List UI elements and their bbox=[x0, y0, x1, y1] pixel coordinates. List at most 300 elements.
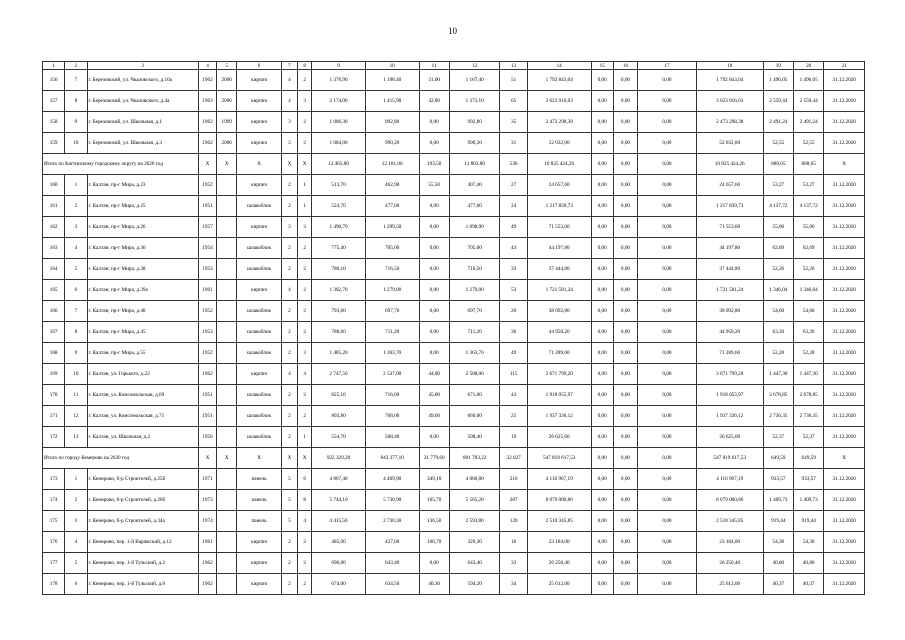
table-cell: 1 bbox=[298, 196, 312, 217]
table-cell: 31.12.2020 bbox=[824, 427, 865, 448]
table-cell bbox=[217, 490, 237, 511]
table-cell: 161 bbox=[43, 196, 65, 217]
table-cell: 8 079 000,86 bbox=[527, 490, 591, 511]
address-cell: г. Калтан, ул. Комсомольская, д.69 bbox=[87, 385, 198, 406]
table-cell: 1962 bbox=[198, 133, 216, 154]
table-cell: 54,60 bbox=[793, 301, 823, 322]
table-cell: 1 bbox=[65, 175, 87, 196]
table-cell: 8 bbox=[65, 91, 87, 112]
table-cell: 1 409,73 bbox=[763, 490, 793, 511]
table-cell: 0,00 bbox=[638, 112, 697, 133]
table-cell: 4 137,72 bbox=[793, 196, 823, 217]
table-cell: 5 bbox=[65, 259, 87, 280]
table-cell: 1 382,70 bbox=[312, 280, 366, 301]
address-cell: г. Калтан, пр-г Мира, д.38 bbox=[87, 259, 198, 280]
table-cell: 2 473 298,38 bbox=[527, 112, 591, 133]
table-cell: 2 bbox=[298, 406, 312, 427]
column-number: 19 bbox=[763, 62, 793, 70]
table-cell: 6 bbox=[298, 469, 312, 490]
table-cell: 33 bbox=[500, 259, 527, 280]
table-cell: 2006 bbox=[217, 91, 237, 112]
table-cell: 690,80 bbox=[312, 553, 366, 574]
table-cell: 0,00 bbox=[419, 133, 449, 154]
table-cell: 888,65 bbox=[793, 154, 823, 175]
column-number: 11 bbox=[419, 62, 449, 70]
table-cell: 2 747,50 bbox=[312, 364, 366, 385]
table-cell: 54,60 bbox=[763, 301, 793, 322]
table-cell: 0,00 bbox=[613, 448, 637, 469]
table-cell: 2006 bbox=[217, 133, 237, 154]
table-cell: 513,70 bbox=[312, 175, 366, 196]
table-cell: 0,00 bbox=[613, 574, 637, 595]
table-cell: 780,10 bbox=[312, 259, 366, 280]
table-cell: 547 819 617,53 bbox=[527, 448, 591, 469]
table-row bbox=[43, 553, 865, 574]
table-cell: 477,00 bbox=[365, 196, 419, 217]
table-row bbox=[43, 175, 865, 196]
table-row bbox=[43, 364, 865, 385]
table-cell: 697,70 bbox=[365, 301, 419, 322]
table-cell: 9 bbox=[65, 343, 87, 364]
table-cell: кирпич bbox=[237, 553, 282, 574]
table-cell: 2 bbox=[298, 532, 312, 553]
table-cell: 1 098,90 bbox=[449, 217, 500, 238]
table-cell: 1951 bbox=[198, 385, 216, 406]
column-number: 5 bbox=[217, 62, 237, 70]
table-cell: 4 bbox=[65, 532, 87, 553]
table-cell: 31.12.2020 bbox=[824, 343, 865, 364]
table-cell: 536 bbox=[500, 154, 527, 175]
table-cell: 0,00 bbox=[591, 217, 613, 238]
table-cell: 120 bbox=[500, 511, 527, 532]
table-cell: шлакоблок bbox=[237, 238, 282, 259]
table-cell: 708,00 bbox=[365, 406, 419, 427]
table-cell: 0,00 bbox=[591, 175, 613, 196]
table-cell: 177 bbox=[43, 553, 65, 574]
table-cell: 0,00 bbox=[591, 385, 613, 406]
table-cell: 52,37 bbox=[793, 427, 823, 448]
table-cell: 3 bbox=[65, 511, 87, 532]
table-cell: 1 496,05 bbox=[793, 70, 823, 91]
table-cell: 38 092,80 bbox=[527, 301, 591, 322]
column-number: 1 bbox=[43, 62, 65, 70]
table-cell: 37 444,80 bbox=[696, 259, 763, 280]
table-cell: 634,50 bbox=[365, 574, 419, 595]
table-cell: 0,00 bbox=[613, 238, 637, 259]
table-cell: 36 bbox=[500, 322, 527, 343]
table-cell: 2 473 298,38 bbox=[696, 112, 763, 133]
table-cell: 40,30 bbox=[419, 574, 449, 595]
table-cell: 671,00 bbox=[449, 385, 500, 406]
address-cell: г. Калтан, ул. Школьная, д.2 bbox=[87, 427, 198, 448]
table-cell: 0,00 bbox=[419, 280, 449, 301]
table-cell: 0,00 bbox=[613, 511, 637, 532]
table-cell: 2 736,35 bbox=[793, 406, 823, 427]
table-cell: 26 625,60 bbox=[527, 427, 591, 448]
table-cell: 52,55 bbox=[763, 133, 793, 154]
table-cell: 2 bbox=[281, 406, 297, 427]
table-row bbox=[43, 532, 865, 553]
table-cell: 477,00 bbox=[449, 196, 500, 217]
table-cell: 825,10 bbox=[312, 385, 366, 406]
table-cell bbox=[217, 385, 237, 406]
table-cell: 55,06 bbox=[763, 217, 793, 238]
table-cell: 0,00 bbox=[638, 427, 697, 448]
table-cell: 349,10 bbox=[419, 469, 449, 490]
table-row bbox=[43, 217, 865, 238]
table-cell: 1957 bbox=[198, 217, 216, 238]
table-cell: 44 950,20 bbox=[696, 322, 763, 343]
table-cell: 31 bbox=[500, 133, 527, 154]
table-cell: панель bbox=[237, 511, 282, 532]
table-cell: 0,00 bbox=[591, 301, 613, 322]
table-cell: X bbox=[298, 154, 312, 175]
table-cell: 9 bbox=[65, 112, 87, 133]
table-cell: 649,59 bbox=[793, 448, 823, 469]
table-row bbox=[43, 70, 865, 91]
table-cell: 2 bbox=[298, 574, 312, 595]
table-cell: 643,40 bbox=[449, 553, 500, 574]
table-cell: 0,00 bbox=[638, 448, 697, 469]
table-cell: шлакоблок bbox=[237, 196, 282, 217]
table-row bbox=[43, 406, 865, 427]
table-cell: панель bbox=[237, 490, 282, 511]
table-row bbox=[43, 196, 865, 217]
table-cell: кирпич bbox=[237, 280, 282, 301]
table-cell: 8 bbox=[298, 490, 312, 511]
column-number: 3 bbox=[87, 62, 198, 70]
table-cell: 4 116 967,19 bbox=[527, 469, 591, 490]
table-cell: 31.12.2020 bbox=[824, 301, 865, 322]
table-cell: 711,20 bbox=[449, 322, 500, 343]
table-cell: 4 867,40 bbox=[312, 469, 366, 490]
table-cell: 992,80 bbox=[365, 112, 419, 133]
table-row bbox=[43, 91, 865, 112]
table-cell: 44 197,80 bbox=[696, 238, 763, 259]
table-cell: 193,50 bbox=[419, 154, 449, 175]
table-cell: 843 377,10 bbox=[365, 448, 419, 469]
table-cell: 0,00 bbox=[638, 238, 697, 259]
table-cell: 0,00 bbox=[419, 301, 449, 322]
table-cell: 1962 bbox=[198, 553, 216, 574]
table-cell: 10 825 424,26 bbox=[696, 154, 763, 175]
table-cell: 0,00 bbox=[638, 406, 697, 427]
table-cell: 2 510 345,85 bbox=[527, 511, 591, 532]
table-cell: 1 918 055,97 bbox=[696, 385, 763, 406]
table-cell: 24 bbox=[500, 196, 527, 217]
address-cell: г. Кемерово, пер. 1-й Тульский, д.2 bbox=[87, 553, 198, 574]
table-cell: 933,57 bbox=[763, 469, 793, 490]
table-cell: 63,20 bbox=[763, 322, 793, 343]
table-cell: 427,00 bbox=[365, 532, 419, 553]
table-cell: 178 bbox=[43, 574, 65, 595]
table-cell: 165 bbox=[43, 280, 65, 301]
table-cell: 2 bbox=[281, 301, 297, 322]
table-cell: 716,50 bbox=[365, 259, 419, 280]
table-cell: 1962 bbox=[198, 70, 216, 91]
table-cell bbox=[217, 469, 237, 490]
table-cell: 165,70 bbox=[419, 490, 449, 511]
table-cell: 31.12.2020 bbox=[824, 91, 865, 112]
table-cell: 524,70 bbox=[312, 196, 366, 217]
table-cell: 2 491,24 bbox=[793, 112, 823, 133]
table-cell: 1952 bbox=[198, 301, 216, 322]
table-cell: 2 bbox=[298, 70, 312, 91]
table-cell: 4 bbox=[281, 280, 297, 301]
table-cell bbox=[217, 364, 237, 385]
table-cell: 990,20 bbox=[449, 133, 500, 154]
table-cell: 7 bbox=[65, 70, 87, 91]
table-cell: 1 086,30 bbox=[312, 112, 366, 133]
table-cell: 62,69 bbox=[793, 238, 823, 259]
table-cell: 4 bbox=[281, 70, 297, 91]
table-cell: 1951 bbox=[198, 406, 216, 427]
table-cell: 106,70 bbox=[419, 532, 449, 553]
table-cell: 1952 bbox=[198, 175, 216, 196]
table-cell: 11 803,80 bbox=[449, 154, 500, 175]
table-row bbox=[43, 574, 865, 595]
address-cell: г. Кемерово, б-р Строителей, д.34а bbox=[87, 511, 198, 532]
table-cell: 320,30 bbox=[449, 532, 500, 553]
address-cell: г. Калтан, пр-г Мира, д.40 bbox=[87, 301, 198, 322]
table-cell: 1 721 581,24 bbox=[696, 280, 763, 301]
column-number: 15 bbox=[591, 62, 613, 70]
table-cell: 2 593,80 bbox=[449, 511, 500, 532]
table-cell: 1 918 055,97 bbox=[527, 385, 591, 406]
table-cell: 43 bbox=[500, 385, 527, 406]
table-cell: 1 bbox=[298, 427, 312, 448]
table-cell: 3 bbox=[281, 217, 297, 238]
table-cell: 0,00 bbox=[419, 217, 449, 238]
table-cell: 10 bbox=[65, 133, 87, 154]
table-cell: 0,00 bbox=[638, 259, 697, 280]
table-cell: 0,00 bbox=[613, 532, 637, 553]
table-cell: 2 508,00 bbox=[449, 364, 500, 385]
table-cell: 2 537,00 bbox=[365, 364, 419, 385]
table-cell: 62,69 bbox=[763, 238, 793, 259]
table-cell: 0,00 bbox=[591, 196, 613, 217]
table-cell: 27 bbox=[500, 175, 527, 196]
table-cell: 1956 bbox=[198, 427, 216, 448]
table-cell: 26 625,60 bbox=[696, 427, 763, 448]
table-cell: 52,26 bbox=[793, 259, 823, 280]
table-cell: 7 bbox=[65, 301, 87, 322]
table-cell: 0,00 bbox=[591, 364, 613, 385]
table-cell: 922 329,20 bbox=[312, 448, 366, 469]
table-cell bbox=[217, 280, 237, 301]
table-cell: 2 bbox=[298, 322, 312, 343]
table-cell: 4 137,72 bbox=[763, 196, 793, 217]
table-cell: 1 217 839,73 bbox=[696, 196, 763, 217]
table-cell: 5 bbox=[281, 490, 297, 511]
table-cell: 52,28 bbox=[793, 343, 823, 364]
table-cell bbox=[217, 175, 237, 196]
table-cell: 2 bbox=[281, 259, 297, 280]
table-row bbox=[43, 427, 865, 448]
table-cell: 13 465,80 bbox=[312, 154, 366, 175]
address-cell: г. Калтан, пр-г Мира, д.45 bbox=[87, 322, 198, 343]
table-cell: 52,55 bbox=[793, 133, 823, 154]
table-cell: 5 744,10 bbox=[312, 490, 366, 511]
table-cell: 0,00 bbox=[613, 385, 637, 406]
table-cell: кирпич bbox=[237, 217, 282, 238]
table-cell: 12 bbox=[65, 406, 87, 427]
table-cell: 0,00 bbox=[591, 91, 613, 112]
table-cell: 55,06 bbox=[793, 217, 823, 238]
column-number: 6 bbox=[237, 62, 282, 70]
table-cell: 919,44 bbox=[763, 511, 793, 532]
table-cell: 52 032,00 bbox=[696, 133, 763, 154]
table-cell: 919,44 bbox=[793, 511, 823, 532]
table-cell: 2 678,85 bbox=[763, 385, 793, 406]
table-cell: 990,20 bbox=[365, 133, 419, 154]
table-cell: 31.12.2020 bbox=[824, 532, 865, 553]
table-cell: 0,00 bbox=[591, 553, 613, 574]
table-cell: 5 bbox=[65, 553, 87, 574]
table-cell: 65 bbox=[500, 91, 527, 112]
column-number: 7 bbox=[281, 62, 297, 70]
table-cell: 31.12.2020 bbox=[824, 364, 865, 385]
table-cell: 1961 bbox=[198, 280, 216, 301]
table-cell: 0,00 bbox=[419, 238, 449, 259]
address-cell: г. Калтан, ул. Комсомольская, д.71 bbox=[87, 406, 198, 427]
table-cell: 801 703,22 bbox=[449, 448, 500, 469]
table-cell: 888,65 bbox=[763, 154, 793, 175]
table-cell: 775,40 bbox=[312, 238, 366, 259]
table-cell: 31.12.2020 bbox=[824, 196, 865, 217]
table-cell: 44 950,20 bbox=[527, 322, 591, 343]
table-cell: 2 bbox=[298, 112, 312, 133]
subtotal-row bbox=[43, 448, 865, 469]
table-cell: 2 bbox=[65, 196, 87, 217]
table-cell: 31 779,60 bbox=[419, 448, 449, 469]
table-cell: 2 510 345,85 bbox=[696, 511, 763, 532]
table-cell: 0,00 bbox=[638, 343, 697, 364]
table-cell: 136,50 bbox=[419, 511, 449, 532]
table-cell: 5 565,20 bbox=[449, 490, 500, 511]
table-cell: 51 bbox=[500, 70, 527, 91]
table-cell: 4 bbox=[298, 511, 312, 532]
table-cell: 0,00 bbox=[613, 133, 637, 154]
table-cell: 1962 bbox=[198, 364, 216, 385]
table-cell: 0,00 bbox=[613, 112, 637, 133]
table-cell: 0,00 bbox=[591, 427, 613, 448]
table-cell: 26 250,40 bbox=[527, 553, 591, 574]
table-cell bbox=[217, 322, 237, 343]
table-cell: 1 792 843,04 bbox=[696, 70, 763, 91]
table-cell: 35 bbox=[500, 112, 527, 133]
table-cell: 1973 bbox=[198, 490, 216, 511]
table-cell: 0,00 bbox=[613, 490, 637, 511]
table-cell: 1 217 839,73 bbox=[527, 196, 591, 217]
column-number-row bbox=[43, 62, 865, 70]
table-cell: 2 bbox=[281, 343, 297, 364]
table-cell bbox=[217, 217, 237, 238]
table-cell: 115 bbox=[500, 364, 527, 385]
address-cell: г. Березовский, ул. Чкаловского, д.4а bbox=[87, 91, 198, 112]
table-cell: 31.12.2020 bbox=[824, 238, 865, 259]
table-cell: шлакоблок bbox=[237, 301, 282, 322]
table-cell: 31.12.2020 bbox=[824, 406, 865, 427]
table-cell: 1952 bbox=[198, 343, 216, 364]
table-cell: X bbox=[824, 448, 865, 469]
table-cell: 1 167,40 bbox=[449, 70, 500, 91]
table-cell: кирпич bbox=[237, 364, 282, 385]
table-cell: 23 184,00 bbox=[527, 532, 591, 553]
table-cell: 2 559,44 bbox=[793, 91, 823, 112]
table-cell: 37 444,80 bbox=[527, 259, 591, 280]
address-cell: г. Кемерово, б-р Строителей, д.26б bbox=[87, 490, 198, 511]
table-row bbox=[43, 322, 865, 343]
table-cell: 3 bbox=[281, 112, 297, 133]
table-cell: 6 bbox=[65, 280, 87, 301]
column-number: 17 bbox=[638, 62, 697, 70]
table-cell: 10 bbox=[65, 364, 87, 385]
table-cell: 40,37 bbox=[763, 574, 793, 595]
table-cell: 705,00 bbox=[365, 238, 419, 259]
table-cell: 0,00 bbox=[591, 280, 613, 301]
table-cell: 485,00 bbox=[312, 532, 366, 553]
column-number: 16 bbox=[613, 62, 637, 70]
table-cell: 1954 bbox=[198, 238, 216, 259]
table-cell: 674,00 bbox=[312, 574, 366, 595]
housing-register-table bbox=[42, 61, 865, 595]
table-cell: 4 060,80 bbox=[449, 469, 500, 490]
table-cell: 53 bbox=[500, 280, 527, 301]
table-cell: 0,00 bbox=[638, 490, 697, 511]
table-cell: 0,00 bbox=[638, 175, 697, 196]
table-cell: 1 279,00 bbox=[365, 280, 419, 301]
address-cell: г. Березовский, ул. Школьная, д.1 bbox=[87, 112, 198, 133]
table-cell: 660,00 bbox=[449, 406, 500, 427]
table-cell: 166 bbox=[43, 301, 65, 322]
table-cell: 0,00 bbox=[591, 70, 613, 91]
table-cell: 0,00 bbox=[638, 91, 697, 112]
table-cell: 4 bbox=[65, 238, 87, 259]
column-number: 13 bbox=[500, 62, 527, 70]
table-cell: 169 bbox=[43, 364, 65, 385]
table-cell: 71 289,60 bbox=[696, 343, 763, 364]
table-cell: 1 346,04 bbox=[793, 280, 823, 301]
table-cell: 5 730,90 bbox=[365, 490, 419, 511]
table-cell: 1951 bbox=[198, 196, 216, 217]
table-cell: 2 bbox=[281, 196, 297, 217]
table-cell: 508,40 bbox=[449, 427, 500, 448]
column-number: 2 bbox=[65, 62, 87, 70]
table-cell: 1 084,00 bbox=[312, 133, 366, 154]
table-cell: 716,50 bbox=[449, 259, 500, 280]
table-cell: 40,80 bbox=[793, 553, 823, 574]
table-cell: 54,30 bbox=[763, 532, 793, 553]
table-cell: 716,00 bbox=[365, 385, 419, 406]
table-cell: 44,00 bbox=[419, 364, 449, 385]
table-cell: 0,00 bbox=[638, 154, 697, 175]
table-cell: 711,20 bbox=[365, 322, 419, 343]
table-cell: 554,70 bbox=[312, 427, 366, 448]
table-cell: шлакоблок bbox=[237, 322, 282, 343]
table-cell bbox=[217, 196, 237, 217]
table-cell: 1 792 843,04 bbox=[527, 70, 591, 91]
table-cell: 0,00 bbox=[638, 364, 697, 385]
table-cell: 0,00 bbox=[638, 196, 697, 217]
table-cell: 3 bbox=[298, 91, 312, 112]
table-cell: 49,00 bbox=[419, 406, 449, 427]
table-cell: 157 bbox=[43, 91, 65, 112]
table-cell: 0,00 bbox=[638, 217, 697, 238]
table-cell: 1 373,10 bbox=[449, 91, 500, 112]
table-cell: 4 bbox=[298, 364, 312, 385]
table-cell: панель bbox=[237, 469, 282, 490]
